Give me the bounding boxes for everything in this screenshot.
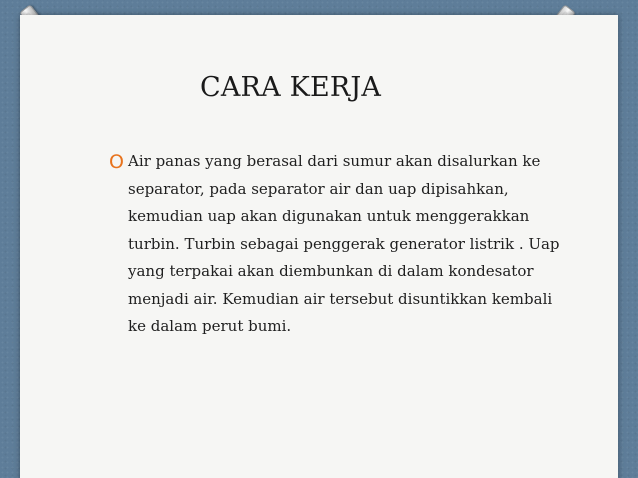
body-line: kemudian uap akan digunakan untuk menggerakkan bbox=[128, 207, 530, 225]
body-line: yang terpakai akan diembunkan di dalam kondesator bbox=[128, 262, 534, 280]
body-line: ke dalam perut bumi. bbox=[128, 317, 292, 335]
slide-title: CARA KERJA bbox=[200, 72, 382, 103]
body-line: Air panas yang berasal dari sumur akan disalurkan ke bbox=[128, 152, 541, 170]
body-line: turbin. Turbin sebagai penggerak generator listrik . Uap bbox=[128, 234, 560, 253]
body-line: menjadi air. Kemudian air tersebut disuntikkan kembali bbox=[128, 289, 553, 308]
slide-body bbox=[109, 148, 559, 341]
bullet-marker: O bbox=[109, 151, 124, 173]
body-line: separator, pada separator air dan uap dipisahkan, bbox=[128, 179, 509, 198]
bullet-paragraph bbox=[128, 148, 559, 341]
